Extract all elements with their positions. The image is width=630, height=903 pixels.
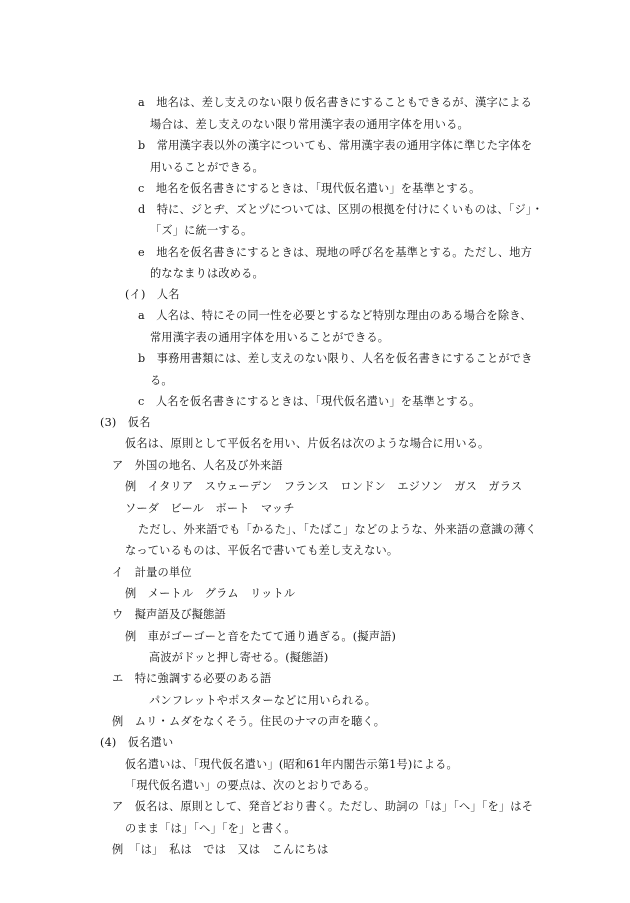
text-line: ただし、外来語でも「かるた」、「たばこ」などのような、外来語の意識の薄く [138, 523, 537, 536]
text-line: 「現代仮名遣い」の要点は、次のとおりである。 [125, 779, 376, 792]
example-line: ソーダ ビール ボート マッチ [125, 502, 295, 515]
text-line: d 特に、ジとヂ、ズとヅについては、区別の根拠を付けにくいものは、「ジ」・ [138, 203, 544, 216]
subsection-heading: ア 仮名は、原則として、発音どおり書く。ただし、助詞の「は」「へ」「を」はそ [112, 800, 534, 813]
text-line: 常用漢字表の通用字体を用いることができる。 [150, 331, 390, 344]
text-line: 場合は、差し支えのない限り常用漢字表の通用字体を用いる。 [150, 118, 469, 131]
text-line: のまま「は」「へ」「を」と書く。 [125, 822, 296, 835]
text-line: 「ズ」に統一する。 [150, 224, 253, 237]
section-heading: (4) 仮名遣い [100, 736, 174, 749]
text-line: c 人名を仮名書きにするときは、「現代仮名遣い」を基準とする。 [138, 395, 481, 408]
section-heading: (イ) 人名 [125, 288, 180, 301]
text-line: e 地名を仮名書きにするときは、現地の呼び名を基準とする。ただし、地方 [138, 246, 532, 259]
text-line: a 地名は、差し支えのない限り仮名書きにすることもできるが、漢字による [138, 96, 533, 109]
text-line: a 人名は、特にその同一性を必要とするなど特別な理由のある場合を除き、 [138, 309, 532, 322]
example-line: 例 メートル グラム リットル [125, 587, 296, 600]
example-line: 高波がドッと押し寄せる。(擬態語) [149, 651, 329, 664]
text-line: 的ななまりは改める。 [150, 267, 264, 280]
text-line: b 事務用書類には、差し支えのない限り、人名を仮名書きにすることができ [138, 352, 533, 365]
subsection-heading: イ 計量の単位 [112, 566, 192, 579]
subsection-heading: ア 外国の地名、人名及び外来語 [112, 459, 283, 472]
text-line: なっているものは、平仮名で書いても差し支えない。 [125, 544, 399, 557]
text-line: る。 [150, 374, 173, 387]
text-line: パンフレットやポスターなどに用いられる。 [149, 694, 377, 707]
subsection-heading: ウ 擬声語及び擬態語 [112, 608, 226, 621]
text-line: b 常用漢字表以外の漢字についても、常用漢字表の通用字体に準じた字体を [138, 139, 533, 152]
example-line: 例 イタリア スウェーデン フランス ロンドン エジソン ガス ガラス [125, 480, 523, 493]
example-line: 例 「は」 私は では 又は こんにちは [112, 843, 329, 856]
example-line: 例 車がゴーゴーと音をたてて通り過ぎる。(擬声語) [125, 630, 397, 643]
text-line: 用いることができる。 [150, 161, 264, 174]
subsection-heading: エ 特に強調する必要のある語 [112, 672, 272, 685]
example-line: 例 ムリ・ムダをなくそう。住民のナマの声を聴く。 [112, 715, 386, 728]
text-line: c 地名を仮名書きにするときは、「現代仮名遣い」を基準とする。 [138, 182, 481, 195]
section-heading: (3) 仮名 [100, 416, 151, 429]
text-line: 仮名遣いは、「現代仮名遣い」(昭和61年内閣告示第1号)による。 [125, 758, 458, 771]
text-line: 仮名は、原則として平仮名を用い、片仮名は次のような場合に用いる。 [125, 437, 490, 450]
